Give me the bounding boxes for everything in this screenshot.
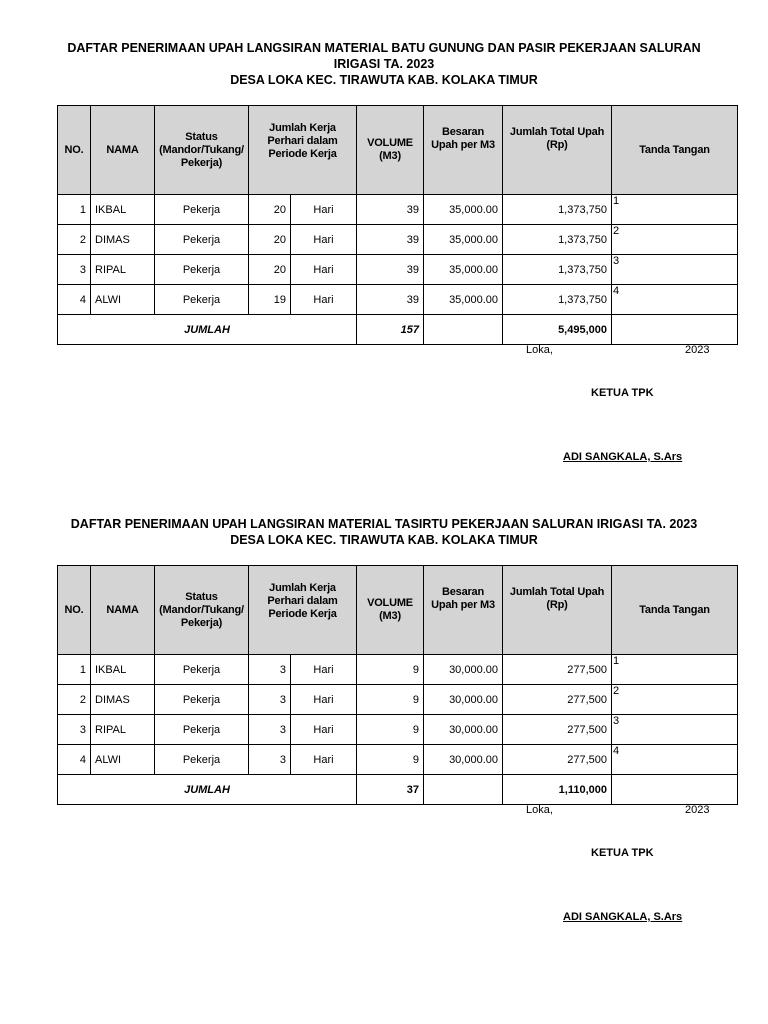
cell-nama: DIMAS	[91, 225, 155, 255]
table-row	[58, 255, 738, 285]
cell-hari: 3	[249, 745, 291, 775]
table-row	[58, 285, 738, 315]
total-empty-cell	[612, 775, 738, 805]
cell-satuan: Hari	[291, 195, 357, 225]
wage-table-1	[57, 105, 738, 345]
cell-signature: 3	[612, 715, 738, 745]
title-line: DAFTAR PENERIMAAN UPAH LANGSIRAN MATERIAL TASIRTU PEKERJAAN SALURAN IRIGASI TA. 2023	[70, 517, 698, 531]
cell-hari: 20	[249, 225, 291, 255]
signer-name: ADI SANGKALA, S.Ars	[563, 911, 683, 923]
cell-total: 277,500	[503, 715, 612, 745]
total-label: JUMLAH	[58, 775, 357, 805]
cell-volume: 9	[357, 745, 424, 775]
col-header-total: Jumlah Total Upah (Rp)	[503, 566, 612, 655]
cell-upah: 30,000.00	[424, 655, 503, 685]
col-header-tanda: Tanda Tangan	[612, 106, 738, 195]
total-empty-cell	[612, 315, 738, 345]
cell-nama: IKBAL	[91, 195, 155, 225]
section-1-title	[0, 40, 768, 88]
col-header-jumlah-kerja: Jumlah Kerja Perhari dalam Periode Kerja	[249, 566, 357, 655]
table-row	[58, 225, 738, 255]
cell-nama: RIPAL	[91, 715, 155, 745]
cell-volume: 39	[357, 195, 424, 225]
cell-no: 2	[58, 225, 91, 255]
cell-volume: 39	[357, 225, 424, 255]
cell-hari: 19	[249, 285, 291, 315]
cell-satuan: Hari	[291, 655, 357, 685]
col-header-besaran: Besaran Upah per M3	[424, 566, 503, 655]
wage-table-2	[57, 565, 738, 805]
col-header-status: Status (Mandor/Tukang/ Pekerja)	[155, 106, 249, 195]
cell-status: Pekerja	[155, 685, 249, 715]
table-row	[58, 195, 738, 225]
col-header-nama: NAMA	[91, 566, 155, 655]
col-header-volume: VOLUME (M3)	[357, 566, 424, 655]
table-row	[58, 745, 738, 775]
col-header-tanda: Tanda Tangan	[612, 566, 738, 655]
table-row	[58, 715, 738, 745]
total-row	[58, 775, 738, 805]
cell-signature: 4	[612, 285, 738, 315]
cell-signature: 2	[612, 685, 738, 715]
cell-signature: 1	[612, 195, 738, 225]
signer-role: KETUA TPK	[591, 387, 654, 399]
cell-volume: 39	[357, 285, 424, 315]
col-header-total: Jumlah Total Upah (Rp)	[503, 106, 612, 195]
cell-status: Pekerja	[155, 715, 249, 745]
cell-volume: 39	[357, 255, 424, 285]
total-amount: 5,495,000	[503, 315, 612, 345]
cell-signature: 1	[612, 655, 738, 685]
title-line: DAFTAR PENERIMAAN UPAH LANGSIRAN MATERIAL BATU GUNUNG DAN PASIR PEKERJAAN SALURAN	[67, 41, 701, 55]
cell-total: 1,373,750	[503, 195, 612, 225]
cell-status: Pekerja	[155, 745, 249, 775]
cell-satuan: Hari	[291, 255, 357, 285]
cell-no: 3	[58, 715, 91, 745]
cell-satuan: Hari	[291, 285, 357, 315]
title-line: DESA LOKA KEC. TIRAWUTA KAB. KOLAKA TIMUR	[230, 73, 538, 87]
cell-status: Pekerja	[155, 285, 249, 315]
signer-role: KETUA TPK	[591, 847, 654, 859]
cell-upah: 35,000.00	[424, 255, 503, 285]
cell-satuan: Hari	[291, 715, 357, 745]
table-row	[58, 685, 738, 715]
cell-no: 4	[58, 285, 91, 315]
cell-total: 277,500	[503, 745, 612, 775]
title-line: DESA LOKA KEC. TIRAWUTA KAB. KOLAKA TIMUR	[230, 533, 538, 547]
title-line: IRIGASI TA. 2023	[333, 57, 435, 71]
cell-hari: 20	[249, 255, 291, 285]
table-header-row	[58, 106, 738, 195]
cell-upah: 35,000.00	[424, 285, 503, 315]
total-label: JUMLAH	[58, 315, 357, 345]
table-row	[58, 655, 738, 685]
table-header-row	[58, 566, 738, 655]
col-header-no: NO.	[58, 566, 91, 655]
cell-total: 277,500	[503, 685, 612, 715]
signature-year: 2023	[685, 344, 710, 356]
cell-satuan: Hari	[291, 745, 357, 775]
cell-upah: 35,000.00	[424, 195, 503, 225]
cell-hari: 20	[249, 195, 291, 225]
section-2-title	[0, 516, 768, 548]
cell-signature: 3	[612, 255, 738, 285]
total-empty-cell	[424, 315, 503, 345]
cell-volume: 9	[357, 685, 424, 715]
cell-volume: 9	[357, 655, 424, 685]
cell-total: 1,373,750	[503, 225, 612, 255]
col-header-status: Status (Mandor/Tukang/ Pekerja)	[155, 566, 249, 655]
cell-hari: 3	[249, 685, 291, 715]
cell-no: 4	[58, 745, 91, 775]
col-header-besaran: Besaran Upah per M3	[424, 106, 503, 195]
total-empty-cell	[424, 775, 503, 805]
cell-satuan: Hari	[291, 225, 357, 255]
cell-satuan: Hari	[291, 685, 357, 715]
cell-status: Pekerja	[155, 655, 249, 685]
cell-nama: DIMAS	[91, 685, 155, 715]
col-header-nama: NAMA	[91, 106, 155, 195]
cell-signature: 4	[612, 745, 738, 775]
cell-total: 1,373,750	[503, 255, 612, 285]
signature-place: Loka,	[526, 804, 553, 816]
signature-year: 2023	[685, 804, 710, 816]
col-header-jumlah-kerja: Jumlah Kerja Perhari dalam Periode Kerja	[249, 106, 357, 195]
total-amount: 1,110,000	[503, 775, 612, 805]
cell-status: Pekerja	[155, 255, 249, 285]
cell-volume: 9	[357, 715, 424, 745]
col-header-no: NO.	[58, 106, 91, 195]
cell-upah: 35,000.00	[424, 225, 503, 255]
total-volume: 157	[357, 315, 424, 345]
cell-no: 3	[58, 255, 91, 285]
cell-status: Pekerja	[155, 195, 249, 225]
total-volume: 37	[357, 775, 424, 805]
cell-status: Pekerja	[155, 225, 249, 255]
cell-hari: 3	[249, 655, 291, 685]
cell-nama: ALWI	[91, 285, 155, 315]
col-header-volume: VOLUME (M3)	[357, 106, 424, 195]
cell-no: 1	[58, 655, 91, 685]
cell-total: 277,500	[503, 655, 612, 685]
cell-no: 2	[58, 685, 91, 715]
cell-nama: RIPAL	[91, 255, 155, 285]
cell-upah: 30,000.00	[424, 715, 503, 745]
cell-upah: 30,000.00	[424, 685, 503, 715]
cell-nama: IKBAL	[91, 655, 155, 685]
cell-signature: 2	[612, 225, 738, 255]
cell-no: 1	[58, 195, 91, 225]
cell-hari: 3	[249, 715, 291, 745]
signature-place: Loka,	[526, 344, 553, 356]
cell-total: 1,373,750	[503, 285, 612, 315]
signer-name: ADI SANGKALA, S.Ars	[563, 451, 683, 463]
total-row	[58, 315, 738, 345]
cell-upah: 30,000.00	[424, 745, 503, 775]
cell-nama: ALWI	[91, 745, 155, 775]
